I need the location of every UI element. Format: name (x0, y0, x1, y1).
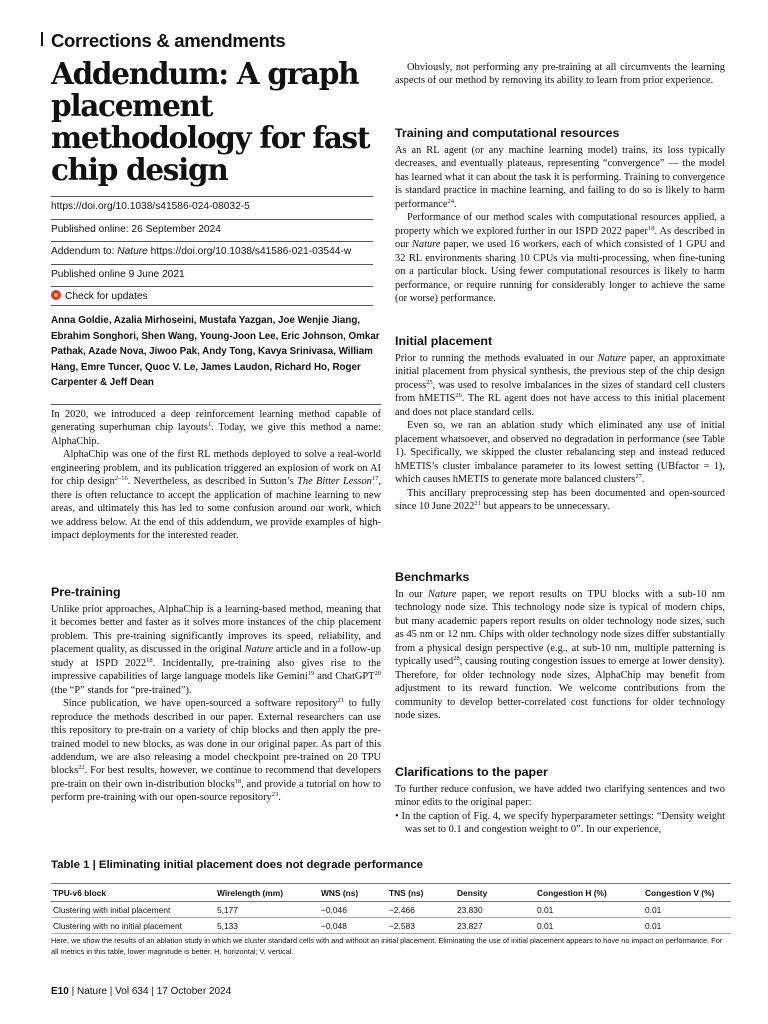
table-cell: 0.01 (535, 918, 643, 934)
published-original: Published online 9 June 2021 (51, 264, 373, 287)
table-cell: 5,133 (215, 918, 319, 934)
table-cell: Clustering with no initial placement (51, 918, 215, 934)
col-header-congestion-h: Congestion H (%) (535, 884, 643, 902)
table-cell: Clustering with initial placement (51, 902, 215, 918)
table-cell: −0.048 (319, 918, 387, 934)
table-cell: −2.583 (387, 918, 455, 934)
pretraining-section (51, 603, 381, 805)
published-online: Published online: 26 September 2024 (51, 219, 373, 242)
left-column (51, 408, 381, 543)
table-title: Table 1 | Eliminating initial placement does not degrade performance (51, 859, 423, 871)
col-header-density: Density (455, 884, 535, 902)
addendum-to[interactable]: Addendum to: Nature https://doi.org/10.1038/s41586-021-03544-w (51, 241, 373, 264)
heading-training: Training and computational resources (395, 126, 620, 140)
initial-paragraph-1: Prior to running the methods evaluated in our Nature paper, an approximate initial placement from physical synthesis, the previous step of the chip design process$^{25}$, was used to resolve imbalances in the sizes of standard cell clusters from hMETIS$^{26}$. The RL agent does not have access to this initial placement and does not place standard cells. (395, 353, 725, 418)
right-intro-paragraph: Obviously, not performing any pre-training at all circumvents the learning aspects of our method by removing its ability to learn from prior experience. (395, 62, 725, 87)
intro-paragraph-2: AlphaChip was one of the first RL methods deployed to solve a real-world engineering problem, and its publication triggered an explosion of work on AI for chip design$^{2-16}$. Nevertheless, as described in Sutton’s The Bitter Lesson$^{17}$, there is often reluctance to accept the application of machine learning to new areas, and ultimately this has led to some confusion around our work, which we address below. At the end of this addendum, we provide examples of high-impact deployments for the interested reader. (51, 449, 381, 542)
table-cell: 5,177 (215, 902, 319, 918)
col-header-tns: TNS (ns) (387, 884, 455, 902)
heading-benchmarks: Benchmarks (395, 570, 470, 584)
table-cell: 0.01 (643, 902, 731, 918)
training-paragraph-2: Performance of our method scales with computational resources applied, a property which we explored further in our ISPD 2022 paper$^{18}$. As described in our Nature paper, we used 16 workers, each of which consisted of 1 GPU and 32 RL environments sharing 10 CPUs via multi-processing, when fine-tuning on a particular block. Using fewer computational resources is likely to harm performance, or require running for considerably longer to achieve the same (or worse) performance. (395, 212, 725, 304)
heading-pretraining: Pre-training (51, 585, 121, 599)
intro-paragraph-1: In 2020, we introduced a deep reinforcement learning method capable of generating superhuman chip layouts$^1$. Today, we give this method a name: AlphaChip. (51, 409, 381, 447)
col-header-wns: WNS (ns) (319, 884, 387, 902)
pretraining-paragraph-2: Since publication, we have open-sourced a software repository$^{21}$ to fully reproduce the methods described in our paper. External researchers can use this repository to pre-train on a variety of chip blocks and then apply the pre-trained model to new blocks, as was done in our original paper. As part of this addendum, we are also releasing a model checkpoint pre-trained on 20 TPU blocks$^{22}$. For best results, however, we continue to recommend that developers pre-train on their own in-distribution blocks$^{18}$, and provide a tutorial on how to perform pre-training with our open-source repository$^{23}$. (51, 697, 382, 804)
right-intro (395, 61, 725, 88)
col-header-wirelength: Wirelength (mm) (215, 884, 319, 902)
meta-divider (51, 305, 373, 306)
col-header-block: TPU-v6 block (51, 884, 215, 902)
volume: Vol 634 (115, 986, 149, 997)
training-section (395, 144, 725, 305)
clarifications-bullet-1: • In the caption of Fig. 4, we specify hyperparameter settings: “Density weight was set to 0.1 and congestion weight to 0”. In our experience, (395, 810, 725, 836)
table-cell: 23.830 (455, 902, 535, 918)
col-header-congestion-v: Congestion V (%) (643, 884, 731, 902)
article-meta (51, 196, 373, 309)
article-title: Addendum: A graph placement methodology for fast chip design (51, 56, 370, 187)
benchmarks-section (395, 588, 725, 723)
table-header-row (51, 884, 731, 902)
table-cell: 0.01 (535, 902, 643, 918)
training-paragraph-1: As an RL agent (or any machine learning model) trains, its loss typically decreases, and eventually plateaus, representing “convergence” — the model has learned what it can about the task it is performing. Training to convergence is standard practice in machine learning, and failing to do so is likely to harm performance$^{24}$. (395, 145, 725, 210)
benchmarks-paragraph: In our Nature paper, we report results on TPU blocks with a sub-10 nm technology node size. This technology node size is typical of modern chips, but many academic papers report results on older technology node sizes, such as 45 nm or 12 nm. Chips with older technology node sizes differ substantially from a physical design perspective (e.g., at sub-10 nm, multiple patterning is typically used$^{28}$, causing routing congestion issues to emerge at lower density). Therefore, for older technology node sizes, AlphaChip may benefit from adjustment to its reward function. We welcome contributions from the community to develop better-correlated cost functions for older technology node sizes. (395, 589, 725, 722)
table-cell: 0.01 (643, 918, 731, 934)
table-cell: 23.827 (455, 918, 535, 934)
section-bar (41, 32, 43, 46)
author-list: Anna Goldie, Azalia Mirhoseini, Mustafa Yazgan, Joe Wenjie Jiang, Ebrahim Songhori, Shen Wang, Young-Joon Lee, Eric Johnson, Omkar Pathak, Azade Nova, Jiwoo Pak, Andy Tong, Kavya Srinivasa, William Hang, Emre Tuncer, Quoc V. Le, James Laudon, Richard Ho, Roger Carpenter & Jeff Dean (51, 315, 380, 389)
table-cell: −0.046 (319, 902, 387, 918)
table-row (51, 902, 731, 918)
pretraining-paragraph-1: Unlike prior approaches, AlphaChip is a learning-based method, meaning that it becomes better and faster as it solves more instances of the chip placement problem. This pre-training significantly improves its speed, reliability, and placement quality, as discussed in the original Nature article and in a follow-up study at ISPD 2022$^{18}$. Incidentally, pre-training also gives rise to the impressive capabilities of large language models like Gemini$^{19}$ and ChatGPT$^{20}$ (the “P” stands for “pre-trained”). (51, 604, 381, 696)
table-note: Here, we show the results of an ablation study in which we cluster standard cells with and without an initial placement. Eliminating the use of initial placement appears to have no impact on performance. For all metrics in this table, lower magnitude is better. H, horizontal; V, vertical. (51, 936, 723, 956)
journal-name: Nature (76, 986, 107, 997)
clarifications-section (395, 783, 725, 837)
table-cell: −2.466 (387, 902, 455, 918)
initial-paragraph-2: Even so, we ran an ablation study which eliminated any use of initial placement whatsoever, and observed no degradation in performance (see Table 1). Specifically, we skipped the cluster rebalancing step and instead reduced hMETIS’s cluster imbalance parameter to its lowest setting (UBfactor = 1), which causes hMETIS to generate more balanced clusters$^{27}$. (395, 420, 725, 486)
heading-initial-placement: Initial placement (395, 334, 493, 348)
section-label: Corrections & amendments (51, 30, 286, 51)
initial-placement-section (395, 352, 725, 513)
table-row (51, 918, 731, 934)
issue-date: 17 October 2024 (156, 986, 232, 997)
heading-clarifications: Clarifications to the paper (395, 765, 548, 779)
check-for-updates[interactable]: Check for updates (51, 286, 373, 309)
clarifications-paragraph: To further reduce confusion, we have added two clarifying sentences and two minor edits to the original paper: (395, 784, 725, 809)
page-number: E10 (51, 986, 69, 997)
results-table (51, 883, 731, 934)
authors-divider (51, 404, 381, 405)
initial-paragraph-3: This ancillary preprocessing step has been documented and open-sourced since 10 June 2022$^{21}$ but appears to be unnecessary. (395, 487, 725, 512)
page-footer: E10 | Nature | Vol 634 | 17 October 2024 (51, 986, 232, 997)
doi-link[interactable]: https://doi.org/10.1038/s41586-024-08032-5 (51, 196, 373, 219)
check-updates-icon (51, 290, 61, 300)
